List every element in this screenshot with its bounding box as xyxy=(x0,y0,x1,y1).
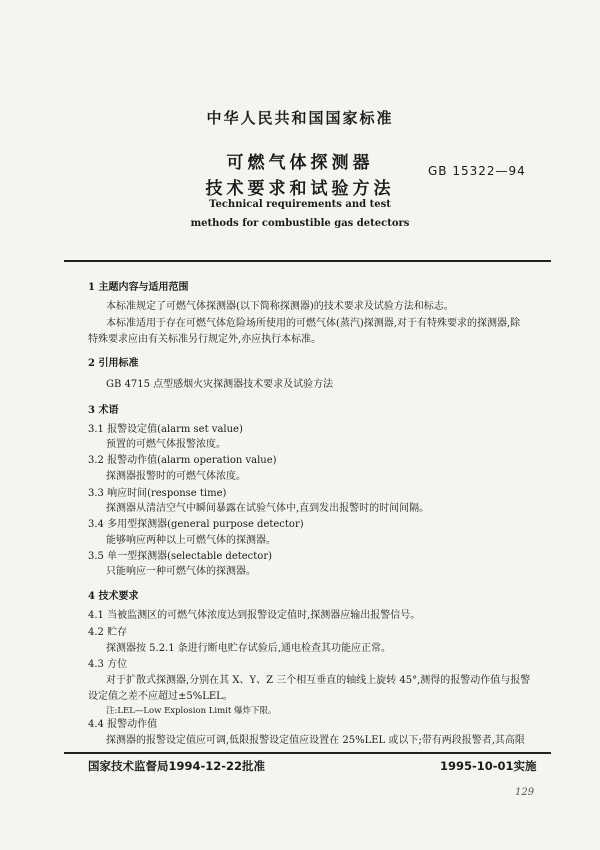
clause-4-4: 4.4 报警动作值 xyxy=(88,719,158,730)
term-3-2: 3.2 报警动作值(alarm operation value) xyxy=(88,455,277,466)
clause-4-2-text: 探测器按 5.2.1 条进行断电贮存试验后,通电检查其功能应正常。 xyxy=(106,643,391,654)
clause-4-3-note: 注:LEL—Low Explosion Limit 爆炸下限。 xyxy=(106,706,277,716)
clause-4-2: 4.2 贮存 xyxy=(88,627,128,638)
term-3-2-definition: 探测器报警时的可燃气体浓度。 xyxy=(106,471,246,482)
document-title-line-2: 技术要求和试验方法 xyxy=(205,179,395,199)
term-3-3: 3.3 响应时间(response time) xyxy=(88,488,227,499)
clause-4-3-text-line-2: 设定值之差不应超过±5%LEL。 xyxy=(88,691,233,702)
section-4-heading: 4 技术要求 xyxy=(88,591,139,602)
section-1-paragraph-1: 本标准规定了可燃气体探测器(以下简称探测器)的技术要求及试验方法和标志。 xyxy=(106,301,454,312)
clause-4-1: 4.1 当被监测区的可燃气体浓度达到报警设定值时,探测器应输出报警信号。 xyxy=(88,610,421,621)
footer-divider xyxy=(64,752,551,754)
standard-title: 中华人民共和国国家标准 xyxy=(206,109,394,127)
clause-4-3: 4.3 方位 xyxy=(88,659,128,670)
approval-date: 国家技术监督局1994-12-22批准 xyxy=(88,759,266,773)
section-1-heading: 1 主题内容与适用范围 xyxy=(88,282,189,293)
section-2-reference: GB 4715 点型感烟火灾探测器技术要求及试验方法 xyxy=(106,379,334,390)
clause-4-4-text: 探测器的报警设定值应可调,低限报警设定值应设置在 25%LEL 或以下;带有两段报警者,其高限 xyxy=(106,735,525,746)
english-title-line-1: Technical requirements and test xyxy=(209,199,391,210)
standard-code: GB 15322—94 xyxy=(428,164,526,178)
term-3-1: 3.1 报警设定值(alarm set value) xyxy=(88,424,243,435)
document-title-line-1: 可燃气体探测器 xyxy=(226,153,374,173)
english-title-line-2: methods for combustible gas detectors xyxy=(190,218,410,229)
term-3-5: 3.5 单一型探测器(selectable detector) xyxy=(88,551,273,562)
term-3-3-definition: 探测器从清洁空气中瞬间暴露在试验气体中,直到发出报警时的时间间隔。 xyxy=(106,503,430,514)
effective-date: 1995-10-01实施 xyxy=(440,759,537,773)
section-1-paragraph-2-line-1: 本标准适用于存在可燃气体危险场所使用的可燃气体(蒸汽)探测器,对于有特殊要求的探测器,除 xyxy=(106,318,521,329)
page-number: 129 xyxy=(515,787,535,798)
term-3-1-definition: 预置的可燃气体报警浓度。 xyxy=(106,439,226,450)
header-divider xyxy=(64,260,551,262)
section-2-heading: 2 引用标准 xyxy=(88,358,139,369)
section-3-heading: 3 术语 xyxy=(88,405,119,416)
clause-4-3-text-line-1: 对于扩散式探测器,分别在其 X、Y、Z 三个相互垂直的轴线上旋转 45°,测得的报警动作值与报警 xyxy=(106,675,531,686)
section-1-paragraph-2-line-2: 特殊要求应由有关标准另行规定外,亦应执行本标准。 xyxy=(88,334,322,345)
term-3-4-definition: 能够响应两种以上可燃气体的探测器。 xyxy=(106,535,276,546)
term-3-4: 3.4 多用型探测器(general purpose detector) xyxy=(88,519,304,530)
term-3-5-definition: 只能响应一种可燃气体的探测器。 xyxy=(106,566,256,577)
